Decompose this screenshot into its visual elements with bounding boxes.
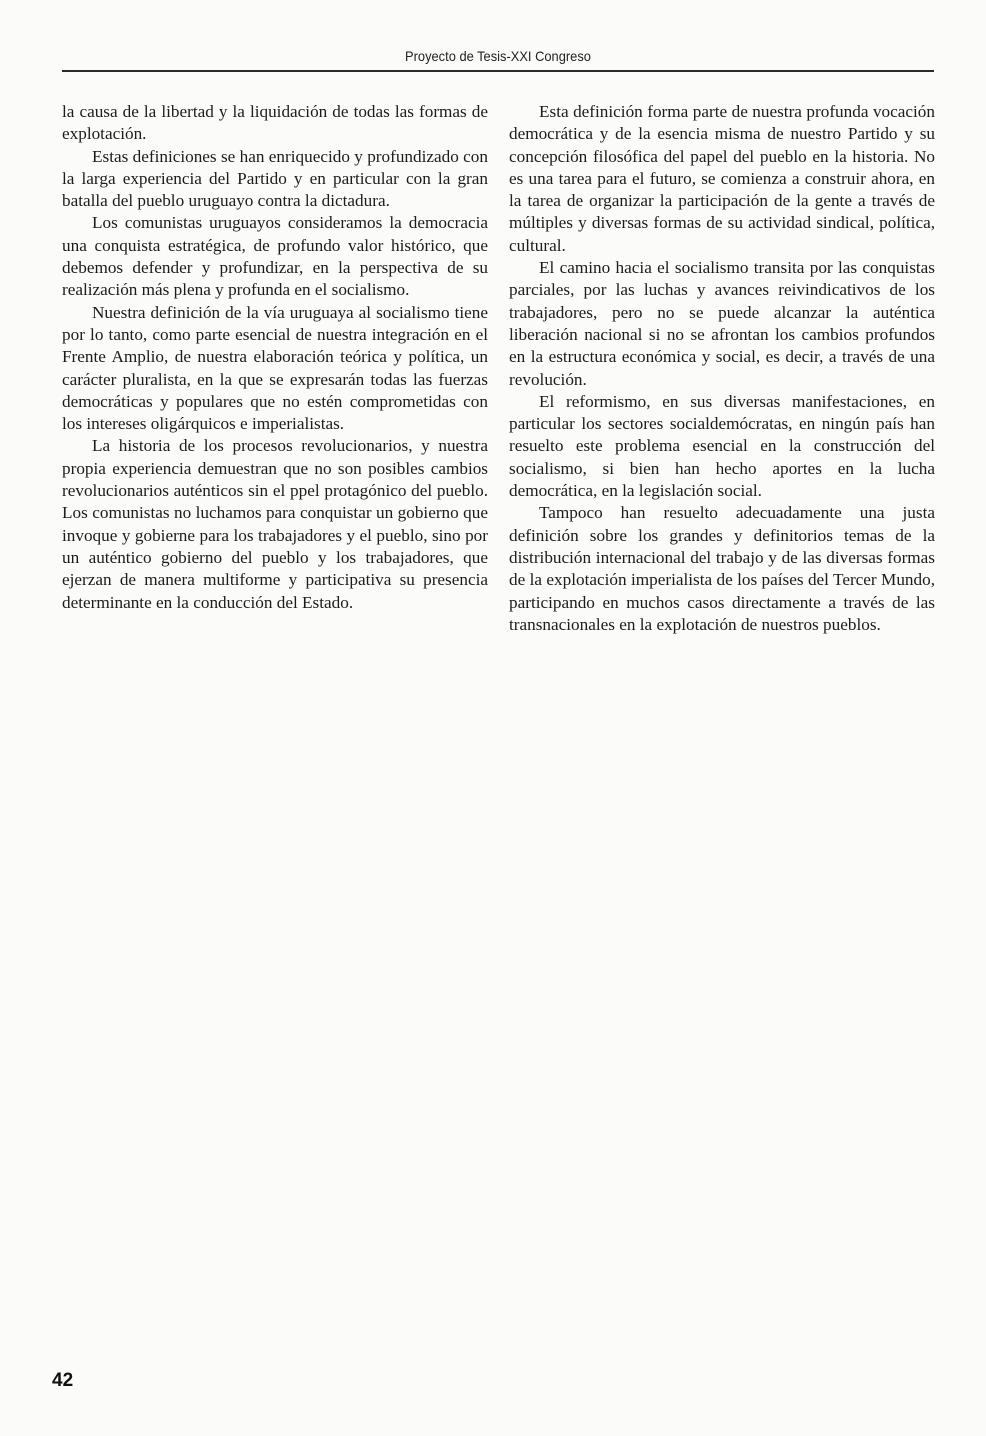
running-header: Proyecto de Tesis-XXI Congreso — [405, 48, 591, 64]
left-column — [62, 101, 488, 614]
paragraph: La historia de los procesos revolucionarios, y nuestra propia experiencia demuestran que no son posibles cambios revolucionarios auténticos sin el ppel protagónico del pueblo. Los comunistas no luchamos para conquistar un gobierno que invoque y gobierne para los trabajadores y el pueblo, sino por un auténtico gobierno del pueblo y los trabajadores, que ejerzan de manera multiforme y participativa su presencia determinante en la conducción del Estado. — [62, 436, 488, 612]
paragraph: Los comunistas uruguayos consideramos la democracia una conquista estratégica, de profundo valor histórico, que debemos defender y profundizar, en la perspectiva de su realización más plena y profunda en el socialismo. — [62, 213, 488, 300]
paragraph: El reformismo, en sus diversas manifestaciones, en particular los sectores socialdemócratas, en ningún país han resuelto este problema esencial en la construcción del socialismo, si bien han hecho aportes en la lucha democrática, en la legislación social. — [509, 391, 935, 501]
paragraph: Estas definiciones se han enriquecido y profundizado con la larga experiencia del Partido y en particular con la gran batalla del pueblo uruguayo contra la dictadura. — [62, 146, 488, 211]
header-rule — [62, 70, 934, 72]
paragraph: Esta definición forma parte de nuestra profunda vocación democrática y de la esencia misma de nuestro Partido y su concepción filosófica del papel del pueblo en la historia. No es una tarea para el futuro, se comienza a construir ahora, en la tarea de organizar la participación de la gente a través de múltiples y diversas formas de su actividad sindical, política, cultural. — [509, 102, 935, 255]
page-number: 42 — [52, 1370, 74, 1391]
paragraph: Tampoco han resuelto adecuadamente una justa definición sobre los grandes y definitorios temas de la distribución internacional del trabajo y de las diversas formas de la explotación imperialista de los países del Tercer Mundo, participando en muchos casos directamente a través de las transnacionales en la explotación de nuestros pueblos. — [509, 503, 935, 634]
paragraph: El camino hacia el socialismo transita por las conquistas parciales, por las luchas y avances reivindicativos de los trabajadores, pero no se puede alcanzar la auténtica liberación nacional si no se afrontan los cambios profundos en la estructura económica y social, es decir, a través de una revolución. — [509, 258, 935, 389]
paragraph: Nuestra definición de la vía uruguaya al socialismo tiene por lo tanto, como parte esencial de nuestra integración en el Frente Amplio, de nuestra elaboración teórica y política, un carácter pluralista, en la que se expresarán todas las fuerzas democráticas y populares que no estén comprometidas con los intereses oligárquicos e imperialistas. — [62, 302, 488, 434]
right-column — [509, 101, 935, 636]
paragraph-continued: la causa de la libertad y la liquidación de todas las formas de explotación. — [62, 102, 488, 144]
